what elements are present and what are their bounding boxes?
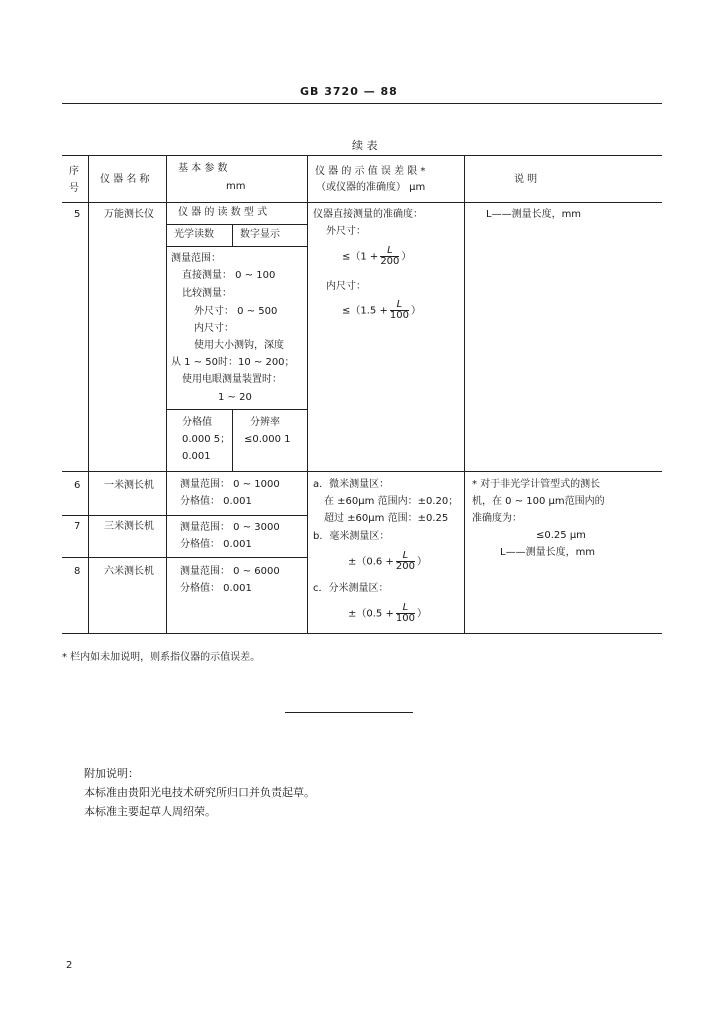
row5-range-line-1: 测量范围： <box>171 253 221 264</box>
group-note-1: * 对于非光学计管型式的测长 <box>472 479 601 490</box>
group-error-a2: 超过 ±60μm 范围：±0.25 <box>324 513 449 524</box>
group-error-c: c．分米测量区： <box>313 583 389 594</box>
row5-note: L——测量长度，mm <box>486 209 582 220</box>
appendix-line-1: 本标准由贵阳光电技术研究所归口并负责起草。 <box>84 786 315 799</box>
row5-range-line-6: 使用大小测钩，深度 <box>194 340 284 351</box>
document-header: GB 3720 — 88 <box>300 85 398 98</box>
header-params-unit: mm <box>226 181 246 192</box>
table-caption: 续 表 <box>352 139 378 152</box>
row5-range-line-8: 使用电眼测量装置时： <box>182 374 282 385</box>
row6-name: 一米测长机 <box>104 480 154 491</box>
group-error-a: a．微米测量区： <box>313 479 390 490</box>
row5-range-line-5: 内尺寸： <box>194 323 234 334</box>
row5-error-inner-formula: ≤（1.5 + $\frac{L}{100}$ ） <box>342 299 421 321</box>
group-error-c-formula: ±（0.5 + $\frac{L}{100}$ ） <box>348 602 427 624</box>
header-seq-1: 序 <box>69 166 79 177</box>
header-name: 仪 器 名 称 <box>100 174 150 185</box>
header-params: 基 本 参 数 <box>178 163 228 174</box>
row5-range-line-4: 外尺寸： 0 ~ 500 <box>194 306 278 317</box>
row7-name: 三米测长机 <box>104 521 154 532</box>
row5-seq: 5 <box>74 209 81 220</box>
row5-error-inner: 内尺寸： <box>326 281 366 292</box>
row5-range-line-7: 从 1 ~ 50时：10 ~ 200； <box>171 357 295 368</box>
header-seq-2: 号 <box>69 183 79 194</box>
table-footnote: * 栏内如未加说明，则系指仪器的示值误差。 <box>62 652 261 663</box>
row5-res-label: 分辨率 <box>250 417 280 428</box>
header-note: 说 明 <box>514 174 538 185</box>
group-note-5: L——测量长度，mm <box>500 547 596 558</box>
row5-div-value-1: 0.000 5； <box>182 434 231 445</box>
row8-name: 六米测长机 <box>104 566 154 577</box>
row5-error-outer-formula: ≤（1 + $\frac{L}{200}$ ） <box>342 245 412 267</box>
row5-div-label: 分格值 <box>182 417 212 428</box>
row5-range-line-2: 直接测量： 0 ~ 100 <box>182 270 276 281</box>
row5-error-outer: 外尺寸： <box>326 226 366 237</box>
group-note-4: ≤0.25 μm <box>536 530 586 541</box>
row5-digital: 数字显示 <box>240 229 280 240</box>
row5-optical: 光学读数 <box>174 229 214 240</box>
row8-seq: 8 <box>74 566 81 577</box>
row5-res-value: ≤0.000 1 <box>244 434 291 445</box>
row6-seq: 6 <box>74 480 81 491</box>
row6-range: 测量范围： 0 ~ 1000 <box>180 479 280 490</box>
header-rule <box>62 103 662 104</box>
row5-range-line-3: 比较测量： <box>182 288 232 299</box>
appendix-line-2: 本标准主要起草人周绍荣。 <box>84 805 216 818</box>
header-error: 仪 器 的 示 值 误 差 限 * <box>315 166 426 177</box>
row7-range: 测量范围： 0 ~ 3000 <box>180 522 280 533</box>
group-error-b-formula: ±（0.6 + $\frac{L}{200}$ ） <box>348 550 427 572</box>
header-error-unit: （或仪器的准确度） μm <box>316 182 426 193</box>
section-separator <box>285 712 413 713</box>
group-error-b: b．毫米测量区： <box>313 531 390 542</box>
group-note-3: 准确度为： <box>472 513 522 524</box>
appendix-title: 附加说明： <box>84 767 139 780</box>
row8-div: 分格值： 0.001 <box>180 583 252 594</box>
row5-error-line1: 仪器直接测量的准确度： <box>313 209 423 220</box>
row6-div: 分格值： 0.001 <box>180 496 252 507</box>
row7-seq: 7 <box>74 521 81 532</box>
row8-range: 测量范围： 0 ~ 6000 <box>180 566 280 577</box>
row7-div: 分格值： 0.001 <box>180 539 252 550</box>
row5-name: 万能测长仪 <box>104 209 154 220</box>
row5-div-value-2: 0.001 <box>182 451 211 462</box>
group-error-a1: 在 ±60μm 范围内：±0.20； <box>324 496 459 507</box>
page-number: 2 <box>66 960 73 971</box>
group-note-2: 机，在 0 ~ 100 μm范围内的 <box>472 496 605 507</box>
row5-readout-title: 仪 器 的 读 数 型 式 <box>178 207 268 218</box>
row5-range-line-9: 1 ~ 20 <box>218 392 252 403</box>
